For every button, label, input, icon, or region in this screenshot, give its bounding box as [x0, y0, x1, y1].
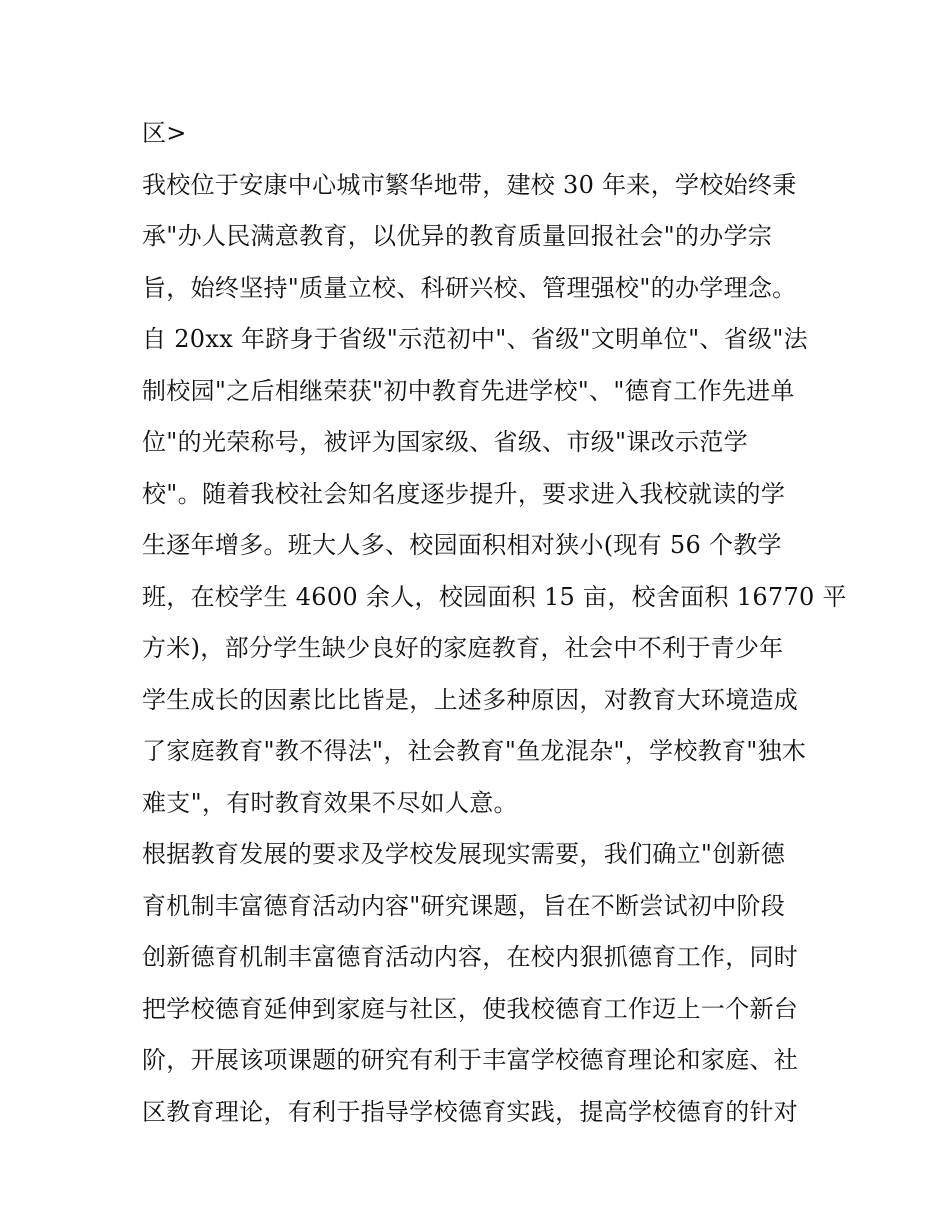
text-line: 难支"，有时教育效果不尽如人意。: [142, 788, 518, 817]
document-body: [142, 108, 847, 1138]
text-line: 我校位于安康中心城市繁华地带，建校 30 年来，学校始终秉: [142, 170, 797, 199]
text-line: 自 20xx 年跻身于省级"示范初中"、省级"文明单位"、省级"法: [142, 325, 808, 353]
text-line: 校"。随着我校社会知名度逐步提升，要求进入我校就读的学: [142, 479, 786, 508]
text-line: 区教育理论，有利于指导学校德育实践，提高学校德育的针对: [142, 1097, 799, 1126]
text-line: 学生成长的因素比比皆是，上述多种原因，对教育大环境造成: [142, 685, 799, 714]
text-line: 根据教育发展的要求及学校发展现实需要，我们确立"创新德: [142, 840, 786, 868]
text-line: 承"办人民满意教育，以优异的教育质量回报社会"的办学宗: [142, 222, 773, 250]
text-line: 旨，始终坚持"质量立校、科研兴校、管理强校"的办学理念。: [142, 273, 797, 302]
text-line: 把学校德育延伸到家庭与社区，使我校德育工作迈上一个新台: [142, 994, 799, 1023]
text-line: 方米)，部分学生缺少良好的家庭教育，社会中不利于青少年: [142, 634, 784, 662]
text-line: 生逐年增多。班大人多、校园面积相对狭小(现有 56 个教学: [142, 531, 782, 559]
text-line: 班，在校学生 4600 余人，校园面积 15 亩，校舍面积 16770 平: [142, 582, 847, 611]
text-line: 位"的光荣称号，被评为国家级、省级、市级"课改示范学: [142, 428, 748, 456]
text-line: 育机制丰富德育活动内容"研究课题，旨在不断尝试初中阶段: [142, 891, 786, 920]
text-line: 区>: [142, 119, 187, 147]
text-line: 制校园"之后相继荣获"初中教育先进学校"、"德育工作先进单: [142, 376, 795, 405]
text-line: 创新德育机制丰富德育活动内容，在校内狠抓德育工作，同时: [142, 943, 799, 971]
text-line: 阶，开展该项课题的研究有利于丰富学校德育理论和家庭、社: [142, 1046, 799, 1074]
text-line: 了家庭教育"教不得法"，社会教育"鱼龙混杂"，学校教育"独木: [142, 737, 807, 765]
